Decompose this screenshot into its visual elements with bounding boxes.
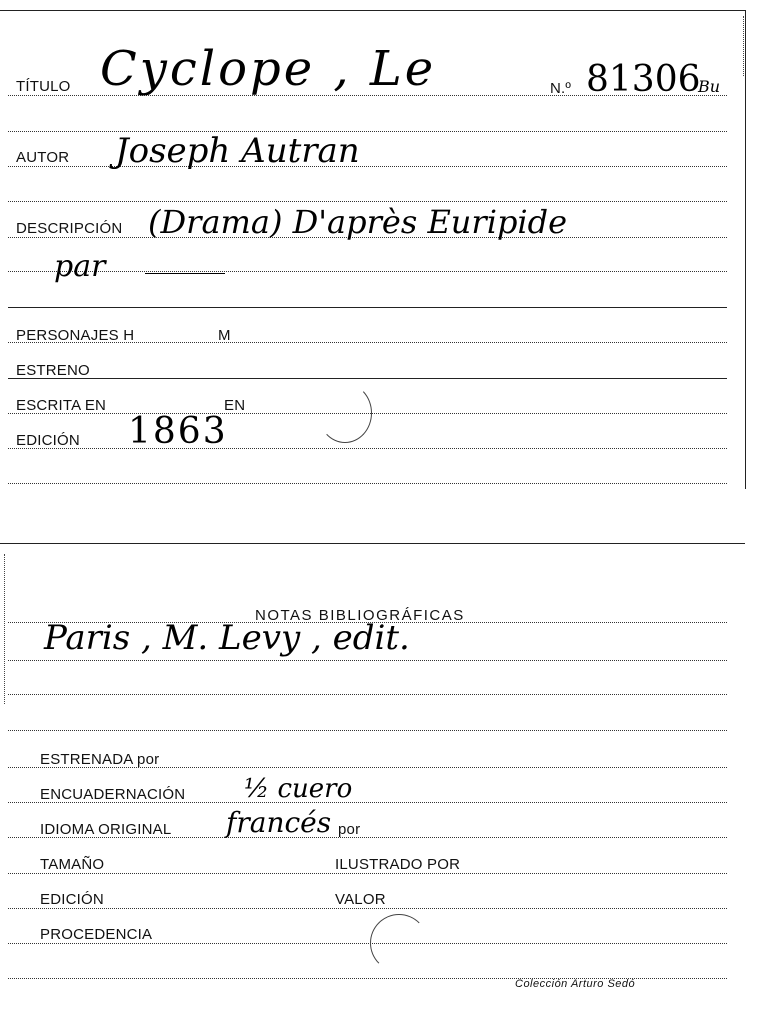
bottom-rule	[8, 483, 727, 484]
notas-value-rule	[8, 660, 727, 661]
estreno-rule	[8, 378, 727, 379]
encuadernacion-value: ½ cuero	[244, 774, 353, 804]
catalog-card-front	[0, 10, 746, 489]
card-edge-marks	[4, 554, 9, 704]
numero-suffix: Bu	[698, 77, 721, 96]
encuadernacion-label: ENCUADERNACIÓN	[40, 786, 186, 803]
edicion-label: EDICIÓN	[40, 891, 104, 908]
numero-label: N.º	[550, 80, 572, 97]
catalog-card-back	[0, 543, 745, 1014]
edicion-rule	[8, 448, 727, 449]
personajes-label: PERSONAJES H	[16, 327, 135, 344]
escrita-label: ESCRITA EN	[16, 397, 107, 414]
idioma-label: IDIOMA ORIGINAL	[40, 821, 172, 838]
ilustrado-label: ILUSTRADO POR	[335, 856, 461, 873]
estrenada-label: ESTRENADA por	[40, 751, 160, 768]
descripcion-cont: par	[54, 249, 106, 284]
personajes-m-label: M	[218, 327, 231, 344]
tamano-rule	[8, 873, 727, 874]
descripcion-label: DESCRIPCIÓN	[16, 220, 123, 237]
descripcion-value: (Drama) D'après Euripide	[148, 203, 568, 241]
descripcion-cont-rule	[8, 271, 727, 272]
collection-credit: Colección Arturo Sedó	[515, 978, 636, 990]
idioma-por-label: por	[338, 821, 361, 838]
punch-hole-mark	[318, 383, 372, 443]
numero-value: 81306	[586, 59, 701, 100]
estreno-label: ESTRENO	[16, 362, 90, 379]
notas-label: NOTAS BIBLIOGRÁFICAS	[255, 607, 465, 624]
procedencia-label: PROCEDENCIA	[40, 926, 153, 943]
separator-rule	[8, 201, 727, 202]
notas-value: Paris , M. Levy , edit.	[44, 618, 410, 658]
autor-value: Joseph Autran	[115, 131, 360, 171]
titulo-value: Cyclope , Le	[100, 41, 437, 97]
card-edge-marks	[743, 16, 748, 76]
escrita-en-label: EN	[224, 397, 246, 414]
edicion-rule	[8, 908, 727, 909]
underline-stroke	[145, 273, 225, 274]
idioma-value: francés	[226, 806, 332, 839]
valor-label: VALOR	[335, 891, 386, 908]
punch-hole-mark	[370, 914, 428, 972]
edicion-label: EDICIÓN	[16, 432, 80, 449]
separator-rule	[8, 307, 727, 308]
notas-rule-4	[8, 730, 727, 731]
procedencia-rule	[8, 943, 727, 944]
autor-label: AUTOR	[16, 149, 70, 166]
titulo-label: TÍTULO	[16, 78, 71, 95]
tamano-label: TAMAÑO	[40, 856, 105, 873]
notas-rule-3	[8, 694, 727, 695]
edicion-value: 1863	[128, 411, 228, 452]
